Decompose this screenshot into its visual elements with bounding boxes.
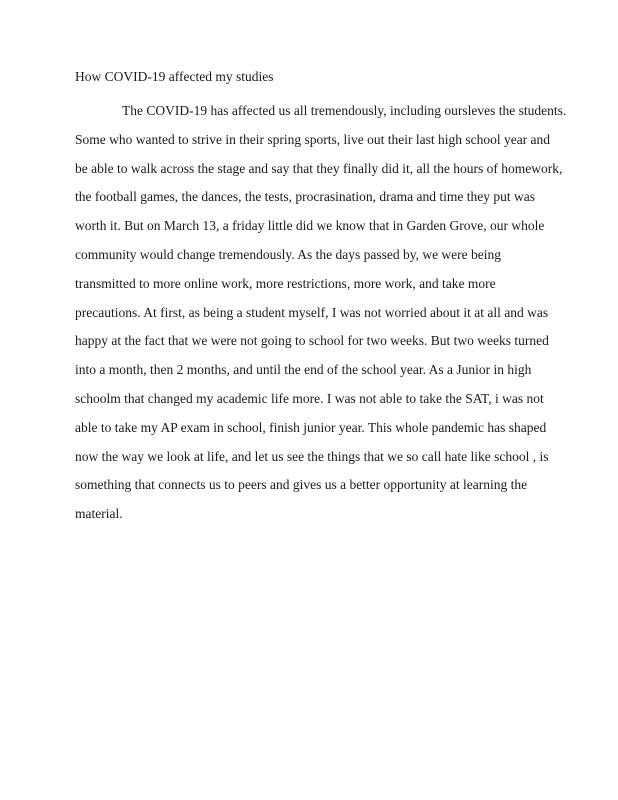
text-line: community would change tremendously. As the days passed by, we were being [75, 246, 502, 262]
document-title: How COVID-19 affected my studies [75, 69, 274, 84]
text-line: something that connects us to peers and gives us a better opportunity at learning the [75, 477, 528, 493]
text-line: precautions. At first, as being a student myself, I was not worried about it at all and was [75, 304, 549, 320]
text-line: material. [75, 506, 123, 522]
text-line: into a month, then 2 months, and until the end of the school year. As a Junior in high [75, 362, 532, 378]
text-line: able to take my AP exam in school, finish junior year. This whole pandemic has shaped [75, 419, 547, 435]
text-line: be able to walk across the stage and say that they finally did it, all the hours of homework, [75, 160, 563, 176]
text-line: Some who wanted to strive in their spring sports, live out their last high school year and [75, 131, 551, 147]
text-line: transmitted to more online work, more restrictions, more work, and take more [75, 275, 496, 291]
text-line: happy at the fact that we were not going to school for two weeks. But two weeks turned [75, 333, 549, 349]
text-line: now the way we look at life, and let us see the things that we so call hate like school , is [75, 448, 549, 464]
text-line: worth it. But on March 13, a friday little did we know that in Garden Grove, our whole [75, 218, 545, 234]
text-line: The COVID-19 has affected us all tremendously, including oursleves the students. [122, 103, 567, 118]
text-line: schoolm that changed my academic life more. I was not able to take the SAT, i was not [75, 390, 544, 406]
document-body [75, 97, 567, 529]
text-line: the football games, the dances, the tests, procrasination, drama and time they put was [75, 189, 535, 205]
